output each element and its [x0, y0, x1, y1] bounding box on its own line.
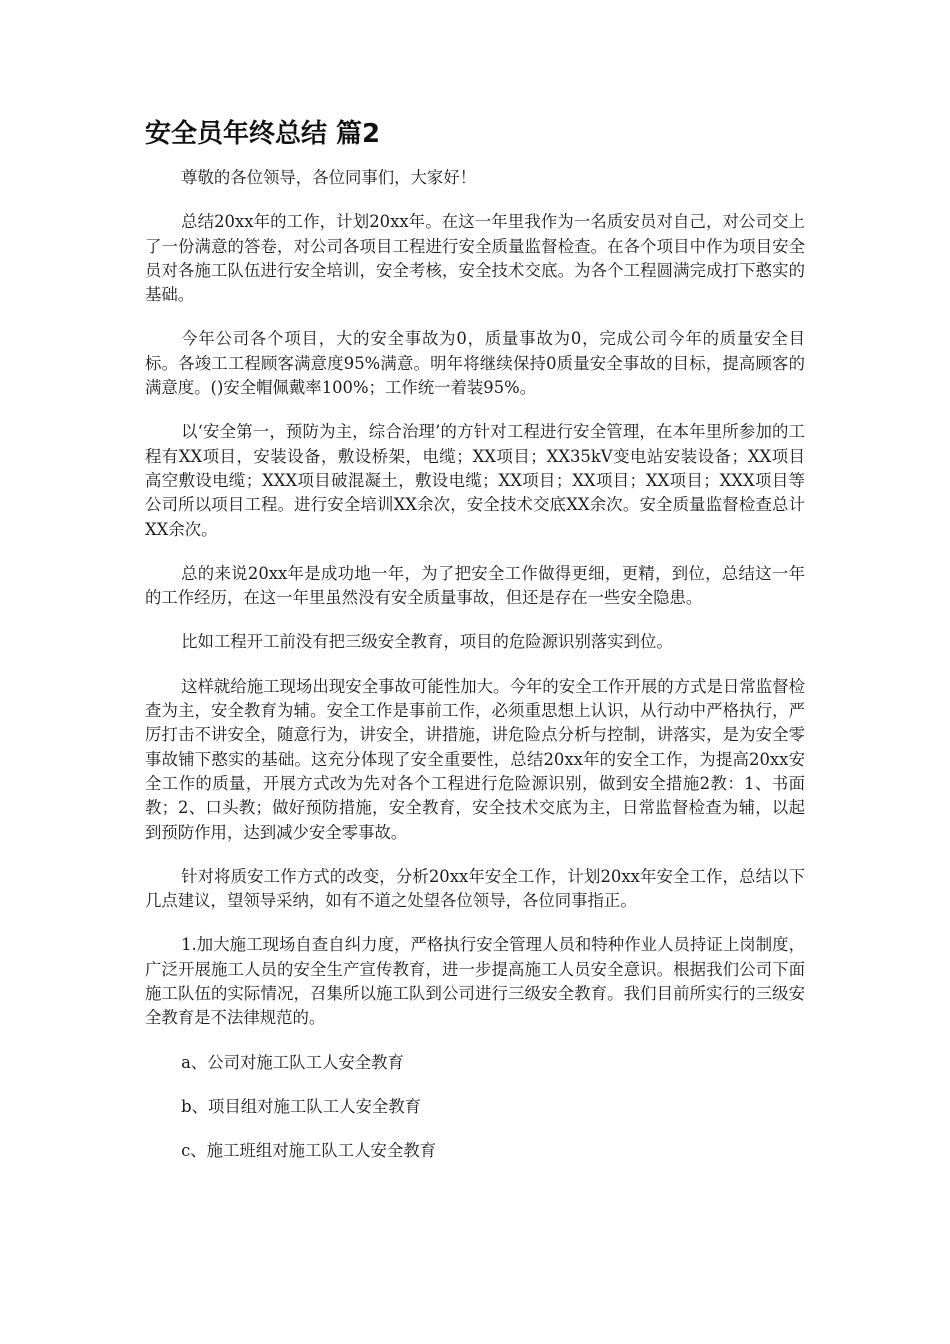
paragraph-example: 比如工程开工前没有把三级安全教育，项目的危险源识别落实到位。	[181, 632, 673, 652]
document-body	[145, 166, 805, 1184]
paragraph-suggestion-1: 1.加大施工现场自查自纠力度，严格执行安全管理人员和特种作业人员持证上岗制度，广泛开展施工人员的安全生产宣传教育，进一步提高施工人员安全意识。根据我们公司下面施工队伍的实际情况，召集所以施工队到公司进行三级安全教育。我们目前所实行的三级安全教育是不法律规范的。	[145, 935, 805, 1028]
paragraph-suggestions-intro: 针对将质安工作方式的改变，分析20xx年安全工作，计划20xx年安全工作，总结以下几点建议，望领导采纳，如有不道之处望各位领导，各位同事指正。	[145, 866, 805, 911]
document-title: 安全员年终总结 篇2	[145, 119, 381, 149]
list-item-c: c、施工班组对施工队工人安全教育	[181, 1141, 437, 1161]
paragraph-safety-approach: 这样就给施工现场出现安全事故可能性加大。今年的安全工作开展的方式是日常监督检查为主，安全教育为辅。安全工作是事前工作，必须重思想上认识，从行动中严格执行，严厉打击不讲安全，随意行为，讲安全，讲措施，讲危险点分析与控制，讲落实，是为安全零事故铺下憨实的基础。这充分体现了安全重要性，总结20xx年的安全工作，为提高20xx安全工作的质量，开展方式改为先对各个工程进行危险源识别，做到安全措施2教：1、书面教；2、口头教；做好预防措施，安全教育，安全技术交底为主，日常监督检查为辅，以起到预防作用，达到减少安全零事故。	[145, 676, 805, 842]
list-item-a: a、公司对施工队工人安全教育	[181, 1052, 404, 1072]
list-item-b: b、项目组对施工队工人安全教育	[181, 1096, 422, 1116]
paragraph-project-list: 以‘安全第一，预防为主，综合治理’的方针对工程进行安全管理，在本年里所参加的工程有XX项目，安装设备，敷设桥架，电缆；XX项目；XX35kV变电站安装设备；XX项目高空敷设电缆；XXX项目破混凝土，敷设电缆；XX项目；XX项目；XX项目；XXX项目等公司所以项目工程。进行安全培训XX余次，安全技术交底XX余次。安全质量监督检查总计XX余次。	[145, 422, 805, 539]
paragraph-conclusion: 总的来说20xx年是成功地一年，为了把安全工作做得更细，更精，到位，总结这一年的工作经历，在这一年里虽然没有安全质量事故，但还是存在一些安全隐患。	[145, 563, 805, 608]
paragraph-safety-results: 今年公司各个项目，大的安全事故为0，质量事故为0，完成公司今年的质量安全目标。各竣工工程顾客满意度95%满意。明年将继续保持0质量安全事故的目标，提高顾客的满意度。()安全帽佩戴率100%；工作统一着装95%。	[145, 329, 805, 398]
paragraph-greeting: 尊敬的各位领导，各位同事们，大家好！	[181, 168, 477, 187]
paragraph-work-summary: 总结20xx年的工作，计划20xx年。在这一年里我作为一名质安员对自己，对公司交上了一份满意的答卷，对公司各项目工程进行安全质量监督检查。在各个项目中作为项目安全员对各施工队伍进行安全培训，安全考核，安全技术交底。为各个工程圆满完成打下憨实的基础。	[145, 212, 805, 305]
